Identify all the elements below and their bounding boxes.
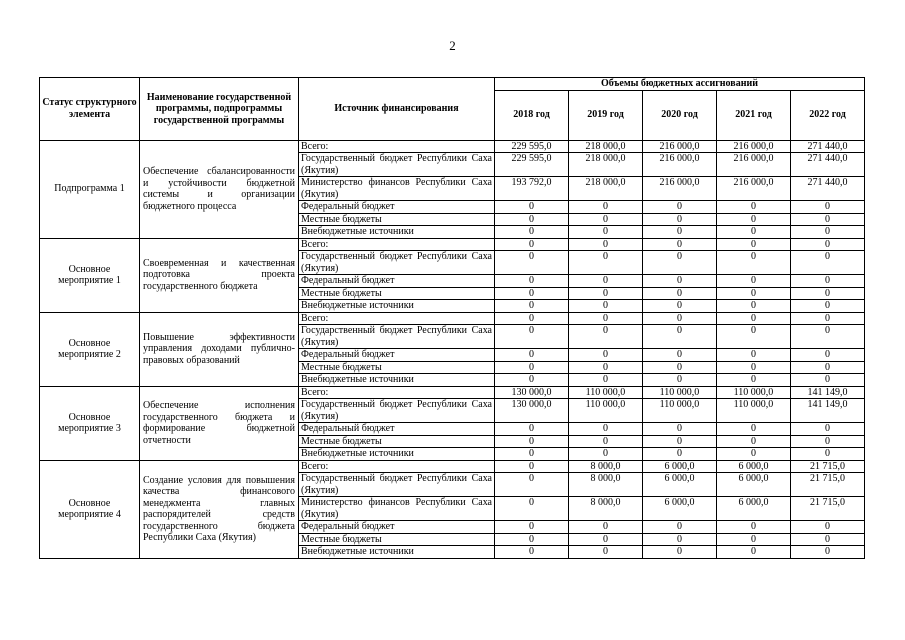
budget-value: 0	[717, 226, 791, 239]
budget-value: 0	[717, 533, 791, 546]
financing-source: Федеральный бюджет	[299, 521, 495, 534]
budget-value: 0	[791, 312, 865, 325]
budget-value: 216 000,0	[643, 140, 717, 153]
budget-value: 0	[569, 374, 643, 387]
budget-value: 110 000,0	[717, 399, 791, 423]
budget-value: 0	[791, 435, 865, 448]
budget-value: 21 715,0	[791, 473, 865, 497]
budget-value: 229 595,0	[495, 140, 569, 153]
budget-value: 0	[569, 533, 643, 546]
budget-value: 0	[643, 201, 717, 214]
budget-value: 0	[791, 423, 865, 436]
financing-source: Министерство финансов Республики Саха (Якутия)	[299, 177, 495, 201]
budget-value: 0	[791, 238, 865, 251]
budget-value: 0	[643, 361, 717, 374]
budget-value: 0	[717, 312, 791, 325]
program-name: Обеспечение исполнения государственного бюджета и формирование бюджетной отчетности	[140, 386, 299, 460]
financing-source: Федеральный бюджет	[299, 423, 495, 436]
budget-value: 0	[495, 374, 569, 387]
budget-value: 0	[495, 533, 569, 546]
financing-source: Местные бюджеты	[299, 361, 495, 374]
budget-value: 110 000,0	[569, 386, 643, 399]
budget-value: 0	[643, 533, 717, 546]
program-name: Своевременная и качественная подготовка проекта государственного бюджета	[140, 238, 299, 312]
financing-source: Министерство финансов Республики Саха (Якутия)	[299, 497, 495, 521]
budget-value: 110 000,0	[643, 386, 717, 399]
budget-value: 0	[791, 226, 865, 239]
budget-value: 110 000,0	[643, 399, 717, 423]
budget-value: 0	[495, 448, 569, 461]
budget-value: 0	[791, 287, 865, 300]
budget-value: 0	[791, 213, 865, 226]
budget-value: 6 000,0	[643, 460, 717, 473]
table-header	[40, 78, 865, 141]
budget-value: 0	[495, 300, 569, 313]
financing-source: Государственный бюджет Республики Саха (Якутия)	[299, 325, 495, 349]
budget-value: 0	[495, 473, 569, 497]
budget-value: 0	[791, 349, 865, 362]
budget-value: 0	[569, 312, 643, 325]
financing-source: Федеральный бюджет	[299, 201, 495, 214]
structural-element-status: Основное мероприятие 4	[40, 460, 140, 558]
budget-value: 0	[569, 325, 643, 349]
header-source: Источник финансирования	[299, 78, 495, 141]
budget-value: 21 715,0	[791, 460, 865, 473]
budget-value: 0	[717, 300, 791, 313]
budget-value: 0	[791, 300, 865, 313]
budget-value: 0	[569, 287, 643, 300]
budget-value: 141 149,0	[791, 399, 865, 423]
budget-value: 0	[717, 325, 791, 349]
financing-source: Государственный бюджет Республики Саха (Якутия)	[299, 473, 495, 497]
page-number: 2	[449, 38, 456, 53]
budget-value: 0	[717, 275, 791, 288]
budget-value: 21 715,0	[791, 497, 865, 521]
budget-value: 6 000,0	[717, 460, 791, 473]
budget-value: 193 792,0	[495, 177, 569, 201]
budget-value: 218 000,0	[569, 177, 643, 201]
financing-source: Местные бюджеты	[299, 435, 495, 448]
budget-value: 0	[569, 546, 643, 559]
budget-value: 271 440,0	[791, 140, 865, 153]
budget-value: 0	[495, 312, 569, 325]
financing-source: Местные бюджеты	[299, 533, 495, 546]
budget-value: 0	[643, 435, 717, 448]
budget-value: 0	[717, 361, 791, 374]
financing-source: Государственный бюджет Республики Саха (Якутия)	[299, 251, 495, 275]
budget-value: 0	[495, 497, 569, 521]
budget-table	[39, 77, 865, 559]
budget-value: 0	[717, 546, 791, 559]
header-year: 2019 год	[569, 90, 643, 140]
budget-value: 0	[569, 300, 643, 313]
table-body	[40, 140, 865, 558]
financing-source: Всего:	[299, 140, 495, 153]
budget-value: 0	[643, 448, 717, 461]
table-row	[40, 386, 865, 399]
budget-value: 0	[569, 423, 643, 436]
budget-value: 0	[717, 349, 791, 362]
table-row	[40, 312, 865, 325]
budget-value: 0	[643, 325, 717, 349]
budget-value: 0	[643, 213, 717, 226]
financing-source: Внебюджетные источники	[299, 374, 495, 387]
budget-value: 0	[643, 226, 717, 239]
budget-value: 0	[495, 423, 569, 436]
budget-value: 0	[791, 448, 865, 461]
budget-value: 0	[717, 374, 791, 387]
budget-value: 0	[791, 251, 865, 275]
budget-value: 0	[495, 238, 569, 251]
financing-source: Всего:	[299, 238, 495, 251]
budget-value: 216 000,0	[643, 153, 717, 177]
budget-value: 0	[717, 201, 791, 214]
header-year: 2021 год	[717, 90, 791, 140]
financing-source: Внебюджетные источники	[299, 226, 495, 239]
financing-source: Всего:	[299, 312, 495, 325]
budget-value: 0	[495, 460, 569, 473]
financing-source: Федеральный бюджет	[299, 349, 495, 362]
budget-value: 0	[495, 521, 569, 534]
budget-value: 141 149,0	[791, 386, 865, 399]
header-volumes: Объемы бюджетных ассигнований	[495, 78, 865, 91]
budget-value: 216 000,0	[717, 140, 791, 153]
budget-value: 130 000,0	[495, 399, 569, 423]
budget-value: 6 000,0	[717, 497, 791, 521]
budget-value: 0	[495, 226, 569, 239]
header-status: Статус структурного элемента	[40, 78, 140, 141]
budget-value: 6 000,0	[643, 497, 717, 521]
budget-value: 0	[717, 521, 791, 534]
budget-value: 0	[569, 201, 643, 214]
structural-element-status: Основное мероприятие 3	[40, 386, 140, 460]
budget-value: 0	[495, 435, 569, 448]
budget-value: 0	[643, 374, 717, 387]
budget-value: 0	[569, 238, 643, 251]
budget-value: 0	[495, 349, 569, 362]
budget-value: 0	[643, 275, 717, 288]
budget-value: 0	[643, 521, 717, 534]
budget-value: 0	[569, 521, 643, 534]
budget-value: 0	[569, 448, 643, 461]
budget-value: 130 000,0	[495, 386, 569, 399]
budget-value: 6 000,0	[643, 473, 717, 497]
budget-value: 0	[717, 448, 791, 461]
financing-source: Федеральный бюджет	[299, 275, 495, 288]
budget-value: 0	[717, 435, 791, 448]
program-name: Повышение эффективности управления доходами публично-правовых образований	[140, 312, 299, 386]
budget-value: 216 000,0	[717, 177, 791, 201]
structural-element-status: Основное мероприятие 2	[40, 312, 140, 386]
budget-value: 0	[643, 312, 717, 325]
budget-value: 0	[569, 213, 643, 226]
budget-value: 0	[643, 423, 717, 436]
budget-value: 0	[791, 374, 865, 387]
budget-value: 0	[495, 325, 569, 349]
budget-value: 0	[569, 349, 643, 362]
structural-element-status: Основное мероприятие 1	[40, 238, 140, 312]
financing-source: Внебюджетные источники	[299, 300, 495, 313]
financing-source: Государственный бюджет Республики Саха (Якутия)	[299, 153, 495, 177]
budget-value: 0	[643, 238, 717, 251]
budget-value: 218 000,0	[569, 153, 643, 177]
structural-element-status: Подпрограмма 1	[40, 140, 140, 238]
financing-source: Местные бюджеты	[299, 287, 495, 300]
table-row	[40, 460, 865, 473]
budget-value: 0	[495, 201, 569, 214]
program-name: Обеспечение сбалансированности и устойчивости бюджетной системы и организации бюджетного процесса	[140, 140, 299, 238]
budget-value: 216 000,0	[643, 177, 717, 201]
budget-value: 0	[717, 213, 791, 226]
budget-value: 110 000,0	[569, 399, 643, 423]
financing-source: Государственный бюджет Республики Саха (Якутия)	[299, 399, 495, 423]
budget-value: 0	[791, 533, 865, 546]
budget-value: 229 595,0	[495, 153, 569, 177]
budget-value: 0	[791, 201, 865, 214]
budget-value: 110 000,0	[717, 386, 791, 399]
budget-value: 8 000,0	[569, 473, 643, 497]
financing-source: Внебюджетные источники	[299, 448, 495, 461]
budget-value: 0	[717, 423, 791, 436]
budget-value: 0	[643, 287, 717, 300]
budget-value: 0	[643, 300, 717, 313]
header-name: Наименование государственной программы, подпрограммы государственной программы	[140, 78, 299, 141]
budget-value: 0	[717, 287, 791, 300]
budget-value: 0	[495, 287, 569, 300]
budget-value: 0	[569, 251, 643, 275]
financing-source: Всего:	[299, 386, 495, 399]
budget-value: 8 000,0	[569, 460, 643, 473]
budget-value: 0	[791, 521, 865, 534]
budget-value: 216 000,0	[717, 153, 791, 177]
budget-value: 0	[569, 435, 643, 448]
budget-value: 0	[495, 361, 569, 374]
budget-value: 0	[791, 546, 865, 559]
table-row	[40, 238, 865, 251]
budget-value: 0	[495, 251, 569, 275]
budget-value: 0	[643, 251, 717, 275]
financing-source: Внебюджетные источники	[299, 546, 495, 559]
table-row	[40, 140, 865, 153]
budget-value: 0	[791, 325, 865, 349]
header-year: 2020 год	[643, 90, 717, 140]
budget-value: 0	[569, 226, 643, 239]
header-year: 2022 год	[791, 90, 865, 140]
budget-value: 218 000,0	[569, 140, 643, 153]
program-name: Создание условия для повышения качества финансового менеджмента главных распорядителей средств государственного бюджета Республики Саха (Якутия)	[140, 460, 299, 558]
budget-value: 0	[495, 546, 569, 559]
budget-value: 8 000,0	[569, 497, 643, 521]
budget-value: 271 440,0	[791, 153, 865, 177]
budget-value: 271 440,0	[791, 177, 865, 201]
budget-value: 0	[495, 213, 569, 226]
header-year: 2018 год	[495, 90, 569, 140]
budget-value: 0	[569, 361, 643, 374]
budget-value: 0	[791, 361, 865, 374]
financing-source: Местные бюджеты	[299, 213, 495, 226]
budget-value: 0	[643, 546, 717, 559]
financing-source: Всего:	[299, 460, 495, 473]
budget-value: 0	[643, 349, 717, 362]
budget-value: 6 000,0	[717, 473, 791, 497]
budget-value: 0	[717, 251, 791, 275]
budget-value: 0	[717, 238, 791, 251]
budget-value: 0	[495, 275, 569, 288]
budget-value: 0	[569, 275, 643, 288]
budget-value: 0	[791, 275, 865, 288]
